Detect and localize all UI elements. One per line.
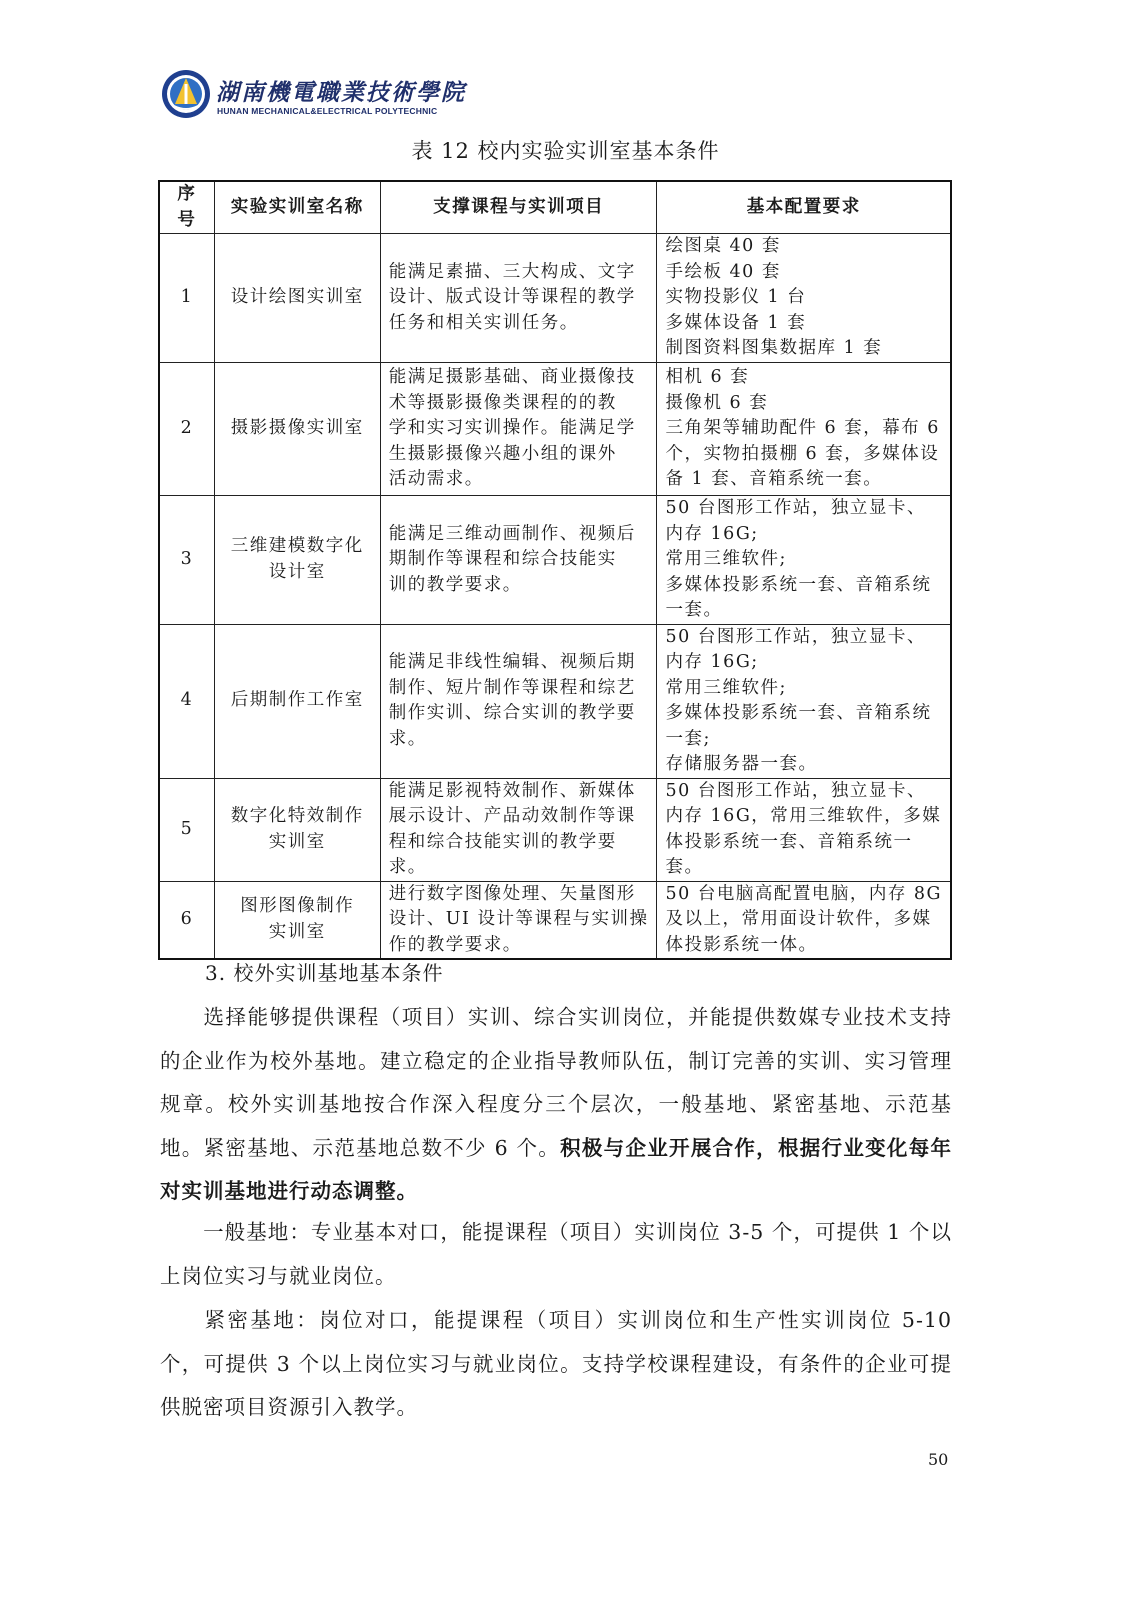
text-line: 期制作等课程和综合技能实	[388, 549, 617, 569]
table-row	[159, 778, 951, 881]
table-row	[159, 624, 951, 778]
school-header	[160, 68, 560, 124]
paragraph-text: 选择能够提供课程（项目）实训、综合实训岗位，并能提供数媒专业技术支持的企业作为校外基地。建立稳定的企业指导教师队伍，制订完善的实训、实习管理规章。校外实训基地按合作深入程度分三个层次，一般基地、紧密基地、示范基地。紧密基地、示范基地总数不少 6 个。	[160, 1005, 952, 1160]
text-line: 生摄影摄像兴趣小组的课外	[388, 443, 617, 464]
table-row	[159, 234, 951, 363]
text-line: 及以上，常用面设计软件，多媒	[665, 909, 932, 929]
table-row	[159, 881, 951, 959]
lab-courses	[380, 363, 657, 496]
lab-courses	[380, 234, 657, 363]
text-line: 常用三维软件;	[665, 677, 787, 698]
text-line: 制图资料图集数据库 1 套	[665, 338, 883, 359]
text-line: 学和实习实训操作。能满足学	[388, 418, 636, 439]
section-title: 3. 校外实训基地基本条件	[205, 961, 444, 985]
text-line: 常用三维软件;	[665, 549, 787, 569]
lab-courses	[380, 624, 657, 778]
text-line: 多媒体设备 1 套	[665, 312, 807, 333]
text-line: 设计、UI 设计等课程与实训操	[388, 909, 649, 929]
lab-courses	[380, 496, 657, 625]
text-line: 展示设计、产品动效制作等课	[388, 806, 636, 826]
text-line: 能满足非线性编辑、视频后期	[388, 652, 636, 672]
text-line: 数字化特效制作	[230, 806, 364, 826]
row-number: 6	[159, 881, 214, 959]
text-line: 体投影系统一体。	[665, 934, 818, 955]
text-line: 求。	[388, 857, 427, 877]
lab-conditions-table	[158, 180, 952, 960]
school-emblem-icon	[160, 68, 212, 120]
lab-config	[657, 778, 951, 881]
text-line: 任务和相关实训任务。	[388, 312, 579, 333]
table-row	[159, 363, 951, 496]
lab-config	[657, 881, 951, 959]
text-line: 能满足摄影基础、商业摄像技	[388, 367, 636, 388]
paragraph	[160, 996, 952, 1214]
lab-config	[657, 496, 951, 625]
text-line: 能满足素描、三大构成、文字	[388, 261, 636, 282]
lab-config	[657, 624, 951, 778]
text-line: 体投影系统一套、音箱系统一	[665, 831, 913, 852]
text-line: 设计绘图实训室	[230, 287, 364, 308]
text-line: 设计、版式设计等课程的教学	[388, 287, 636, 308]
school-name-cn: 湖南機電職業技術學院	[216, 79, 466, 106]
text-line: 三维建模数字化	[230, 536, 364, 557]
text-line: 多媒体投影系统一套、音箱系统	[665, 703, 932, 723]
lab-name	[214, 363, 380, 496]
text-line: 摄像机 6 套	[665, 392, 769, 413]
lab-name	[214, 778, 380, 881]
lab-courses	[380, 778, 657, 881]
text-line: 三角架等辅助配件 6 套，幕布 6	[665, 418, 940, 439]
text-line: 50 台图形工作站，独立显卡、	[665, 626, 926, 647]
table-header-row	[159, 181, 951, 234]
lab-name	[214, 234, 380, 363]
row-number: 5	[159, 778, 214, 881]
text-line: 实训室	[268, 831, 326, 852]
paragraph	[160, 1211, 952, 1298]
text-line: 程和综合技能实训的教学要	[388, 831, 617, 852]
text-line: 训的教学要求。	[388, 574, 522, 595]
row-number: 3	[159, 496, 214, 625]
paragraph	[160, 1299, 952, 1430]
text-line: 内存 16G;	[665, 652, 759, 672]
text-line: 活动需求。	[388, 469, 484, 490]
table-caption: 表 12 校内实验实训室基本条件	[411, 139, 720, 163]
text-line: 实物投影仪 1 台	[665, 287, 807, 308]
col-header-name: 实验实训室名称	[214, 181, 380, 234]
text-line: 内存 16G，常用三维软件，多媒	[665, 806, 942, 826]
text-line: 实训室	[268, 921, 326, 942]
text-line: 50 台电脑高配置电脑，内存 8G	[665, 883, 942, 904]
row-number: 1	[159, 234, 214, 363]
lab-config	[657, 234, 951, 363]
text-line: 相机 6 套	[665, 367, 750, 388]
col-header-config: 基本配置要求	[657, 181, 951, 234]
text-line: 绘图桌 40 套	[665, 236, 781, 257]
text-line: 一套。	[665, 600, 723, 620]
text-line: 内存 16G;	[665, 523, 759, 544]
lab-name	[214, 496, 380, 625]
text-line: 设计室	[268, 561, 326, 582]
text-line: 一套;	[665, 728, 711, 749]
text-line: 50 台图形工作站，独立显卡、	[665, 498, 926, 518]
page-number: 50	[928, 1450, 949, 1469]
table-row	[159, 496, 951, 625]
paragraph-text: 一般基地：专业基本对口，能提课程（项目）实训岗位 3-5 个，可提供 1 个以上岗位实习与就业岗位。	[160, 1220, 952, 1288]
text-line: 个，实物拍摄棚 6 套，多媒体设	[665, 443, 940, 464]
lab-config	[657, 363, 951, 496]
text-line: 制作实训、综合实训的教学要	[388, 703, 636, 723]
paragraph-bold-text: 积极与企业开展合作，根据行业变化每年对实训基地进行动态调整。	[160, 1135, 952, 1203]
paragraph-text: 紧密基地：岗位对口，能提课程（项目）实训岗位和生产性实训岗位 5-10 个，可提供 3 个以上岗位实习与就业岗位。支持学校课程建设，有条件的企业可提供脱密项目资源引入教学。	[160, 1308, 952, 1419]
text-line: 备 1 套、音箱系统一套。	[665, 469, 883, 490]
lab-name	[214, 624, 380, 778]
text-line: 术等摄影摄像类课程的的教	[388, 392, 617, 413]
lab-name	[214, 881, 380, 959]
text-line: 求。	[388, 728, 427, 749]
text-line: 摄影摄像实训室	[230, 418, 364, 439]
col-header-no: 序号	[159, 181, 214, 234]
text-line: 多媒体投影系统一套、音箱系统	[665, 574, 932, 595]
text-line: 存储服务器一套。	[665, 754, 818, 774]
text-line: 后期制作工作室	[230, 690, 364, 711]
lab-courses	[380, 881, 657, 959]
text-line: 作的教学要求。	[388, 934, 522, 955]
text-line: 制作、短片制作等课程和综艺	[388, 677, 636, 698]
text-line: 能满足影视特效制作、新媒体	[388, 780, 636, 801]
row-number: 4	[159, 624, 214, 778]
text-line: 手绘板 40 套	[665, 261, 781, 282]
text-line: 图形图像制作	[240, 896, 355, 917]
text-line: 进行数字图像处理、矢量图形	[388, 883, 636, 904]
row-number: 2	[159, 363, 214, 496]
school-name-en: HUNAN MECHANICAL&ELECTRICAL POLYTECHNIC	[217, 106, 438, 116]
col-header-course: 支撑课程与实训项目	[380, 181, 657, 234]
text-line: 能满足三维动画制作、视频后	[388, 523, 636, 544]
text-line: 50 台图形工作站，独立显卡、	[665, 780, 926, 801]
text-line: 套。	[665, 857, 704, 877]
